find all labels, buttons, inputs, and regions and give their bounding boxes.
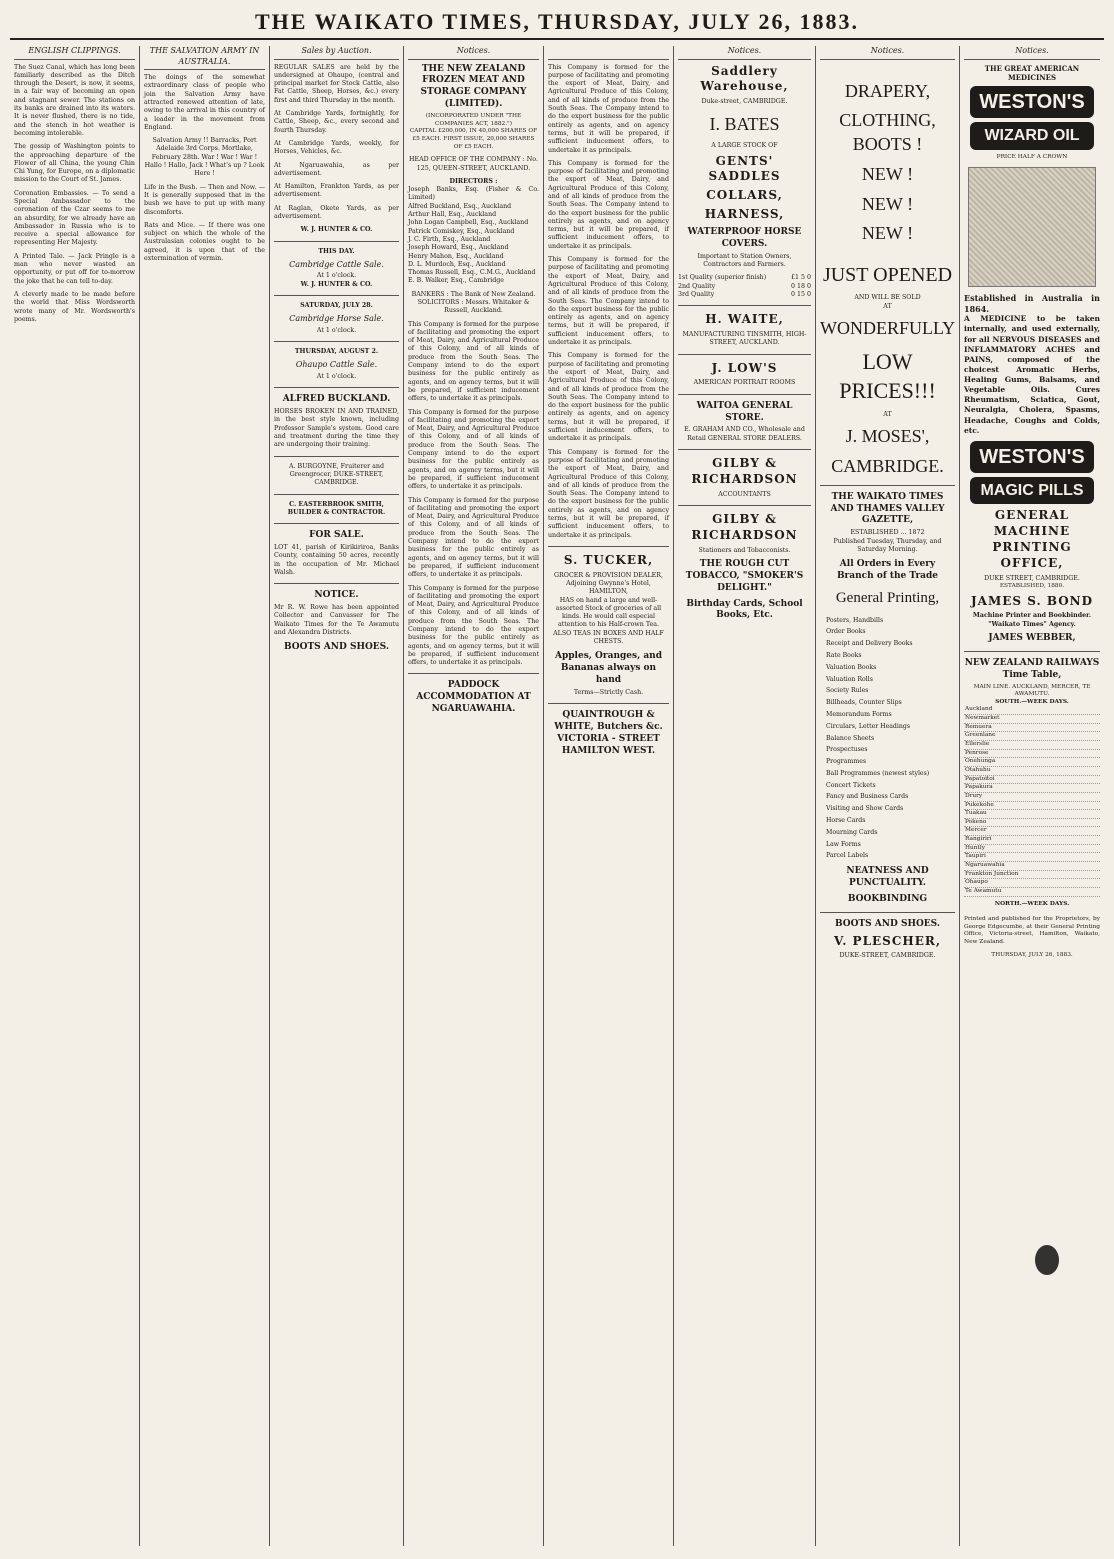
company-capital: CAPITAL £200,000, IN 40,000 SHARES OF £5 EACH. FIRST ISSUE, 20,000 SHARES OF £5 EACH.: [409, 128, 538, 150]
advert-heading: GILBY & RICHARDSON: [691, 511, 798, 542]
sale-time: At 1 o'clock.: [316, 272, 357, 280]
column-middle: [544, 46, 674, 1546]
sale-day: SATURDAY, JULY 28.: [300, 302, 373, 310]
advert-heading: J. LOW'S: [711, 360, 778, 375]
advert-headline: NEW !: [861, 193, 914, 214]
railway-line: MAIN LINE. AUCKLAND, MERCER, TE AWAMUTU.: [973, 683, 1091, 698]
article-paragraph: Life in the Bush. — Then and Now. — It is generally supposed that in the bush we have to put up with many discomforts.: [144, 183, 265, 216]
advert-headline: JUST OPENED: [822, 264, 953, 287]
advert-subheading: ESTABLISHED, 1880.: [999, 582, 1065, 589]
auction-place: At Raglan, Okete Yards, as per advertisement.: [274, 204, 399, 220]
sale-title: Ohaupo Cattle Sale.: [295, 360, 378, 370]
article-paragraph: The Suez Canal, which has long been familiarly described as the Ditch through the Desert, is now, it seems, in a fair way of becoming an open and stagnant sewer. The stations on its banks are drained into its waters. It is never flushed, there is no tide, and the stench in hot weather is becoming intolerable.: [14, 63, 135, 137]
column-weston: [960, 46, 1104, 1546]
company-incorporated: (INCORPORATED UNDER "THE COMPANIES ACT, 1882."): [425, 113, 522, 127]
advert-headline: DRAPERY,: [844, 80, 931, 101]
advert-heading: S. TUCKER,: [563, 552, 654, 567]
bottle-illustration: [968, 167, 1096, 287]
article-paragraph: Coronation Embassies. — To send a Special Ambassador to the coronation of the Czar seems to me an absurdity, for we already have an Ambassador in Russia who is to receive a special allowance for representing Her Majesty.: [14, 189, 135, 247]
solicitors: SOLICITORS : Messrs. Whitaker & Russell, Auckland.: [417, 299, 530, 315]
wizard-oil-logo: WIZARD OIL: [970, 122, 1094, 149]
auction-place: At Ngaruawahia, as per advertisement.: [274, 161, 399, 177]
article-paragraph: Rats and Mice. — If there was one subject on which the whole of the Australasian colonies ought to be agreed, it is upon that of the extermination of vermin.: [144, 221, 265, 263]
column-heading: Sales by Auction.: [274, 46, 399, 60]
advert-headline: CAMBRIDGE.: [831, 455, 944, 476]
printing-types: Posters, Handbills Order Books Receipt and Delivery Books Rate Books Valuation Books Valuation Rolls Society Rules Billheads, Counter Slips Memorandum Forms Circulars, Letter Headings Balance Sheets Prospectuses Programmes Ball Programmes (newest styles) Concert Tickets Fancy and Business Cards Visiting and Show Cards Horse Cards Mourning Cards Law Forms Parcel Labels: [826, 616, 930, 860]
advert-subheading: Important to Station Owners, Contractors and Farmers.: [697, 252, 792, 268]
timetable-south: Auckland Newmarket Remuera Greenlane Ellerslie Penrose Onehunga Otahuhu Papatoitoi Papakura Drury Pukekohe Tuakau Pokeno Mercer Rangiriri Huntly Taupiri Ngaruawahia Frankton Junction Ohaupo Te Awamutu: [964, 706, 1100, 896]
advert-heading: ALFRED BUCKLAND.: [282, 394, 391, 405]
column-auctions: [270, 46, 404, 1546]
advert-heading: COLLARS,: [706, 188, 783, 203]
advert-subheading: "Waikato Times" Agency.: [988, 620, 1076, 628]
prospectus-text: This Company is formed for the purpose of facilitating and promoting the export of Meat, Dairy, and Agricultural Produce of this Colony, and of all kinds of produce from the South Seas. The Company intend to do the export business for the public entirely as agents, and on agency terms, but it will be prepared, if sufficient inducement offers, to undertake it as principals.: [548, 448, 669, 539]
auctioneer-name: W. J. HUNTER & CO.: [300, 226, 373, 234]
advert-heading: Apples, Oranges, and Bananas always on hand: [554, 651, 663, 686]
column-heading: Notices.: [678, 46, 811, 60]
prospectus-text: This Company is formed for the purpose of facilitating and promoting the export of Meat, Dairy, and Agricultural Produce of this Colony, and of all kinds of produce from the South Seas. The Company intend to do the export business for the public entirely as agents, and on agency terms, but it will be prepared, if sufficient inducement offers, to undertake it as principals.: [408, 408, 539, 491]
director: D. L. Murdoch, Esq., Auckland: [408, 260, 506, 268]
article-paragraph: The doings of the somewhat extraordinary class of people who join the Salvation Army have attracted renewed attention of late, owing to the arrival in this country of a leader in the movement from England.: [144, 74, 265, 131]
advert-heading: GENERAL MACHINE PRINTING OFFICE,: [992, 508, 1072, 570]
advert-subheading: MANUFACTURING TINSMITH, HIGH-STREET, AUCKLAND.: [682, 330, 807, 347]
advert-heading: HARNESS,: [704, 207, 785, 222]
director: Thomas Russell, Esq., C.M.G., Auckland: [408, 269, 536, 277]
advert-heading: GILBY & RICHARDSON: [691, 455, 798, 486]
masthead: THE WAIKATO TIMES, THURSDAY, JULY 26, 1883.: [10, 6, 1104, 40]
advert-name: I. BATES: [709, 113, 780, 134]
column-english-clippings: [10, 46, 140, 1546]
advert-headline: WONDERFULLY: [820, 318, 956, 339]
article-paragraph: A cleverly made to be made before the world that Miss Wordsworth wrote many of Mr. Wordsworth's poems.: [14, 290, 135, 323]
column-saddlery: Notices. Saddlery Warehouse, Duke-street, CAMBRIDGE. I. BATES A LARGE STOCK OF GENTS' SADDLES COLLARS, HARNESS, WATERPROOF HORSE COVERS. Important to Station Owners, Contractors and Farmers. 1st Quality (superior finish) £1 5 0 2nd Quality 0 18 0 3rd Quality 0 15 0 H. WAITE, MANUFACTURING TINSMITH, HIGH-STREET, AUCKLAND. J. LOW'S AMERICAN PORTRAIT ROOMS WAITOA GENERAL STORE. E. GRAHAM AND CO., Wholesale and Retail GENERAL STORE DEALERS. GILBY & RICHARDSON ACCOUNTANTS GILBY & RICHARDSON Stationers and Tobacconists. THE ROUGH CUT TOBACCO, "SMOKER'S DELIGHT." Birthday Cards, School Books, Etc.: [674, 46, 816, 1546]
weston-logo: WESTON'S: [970, 441, 1094, 473]
prospectus-text: This Company is formed for the purpose of facilitating and promoting the export of Meat, Dairy, and Agricultural Produce of this Colony, and of all kinds of produce from the South Seas. The Company intend to do the export business for the public entirely as agents, and on agency terms, but it will be prepared, if sufficient inducement offers, to undertake it as principals.: [548, 159, 669, 250]
advert-heading: JAMES S. BOND: [970, 593, 1094, 608]
column-heading: Notices.: [820, 46, 955, 60]
prospectus-text: This Company is formed for the purpose of facilitating and promoting the export of Meat, Dairy, and Agricultural Produce of this Colony, and of all kinds of produce from the South Seas. The Company intend to do the export business for the public entirely as agents, and on agency terms, but it will be prepared, if sufficient inducement offers, to undertake it as principals.: [408, 584, 539, 667]
advert-heading: H. WAITE,: [705, 312, 784, 327]
advert-headline: General Printing,: [835, 589, 940, 606]
prospectus-text: This Company is formed for the purpose of facilitating and promoting the export of Meat, Dairy, and Agricultural Produce of this Colony, and of all kinds of produce from the South Seas. The Company intend to do the export business for the public entirely as agents, and on agency terms, but it will be prepared, if sufficient inducement offers, to undertake it as principals.: [548, 63, 669, 154]
advert-headline: NEW !: [861, 223, 914, 244]
railway-heading: NEW ZEALAND RAILWAYS Time Table,: [964, 657, 1100, 680]
director: Henry Mahon, Esq., Auckland: [408, 252, 504, 260]
advert-text: Published Tuesday, Thursday, and Saturday Morning.: [833, 537, 942, 553]
column-heading: THE SALVATION ARMY IN AUSTRALIA.: [144, 46, 265, 70]
advert-subheading: Stationers and Tobacconists.: [698, 546, 791, 554]
ink-blot: [1035, 1245, 1059, 1275]
sale-title: Cambridge Cattle Sale.: [289, 259, 384, 269]
advert-headline: CLOTHING, BOOTS !: [839, 110, 936, 155]
advert-headline: J. MOSES',: [845, 426, 930, 447]
column-heading: ENGLISH CLIPPINGS.: [14, 46, 135, 60]
prospectus-text: This Company is formed for the purpose of facilitating and promoting the export of Meat, Dairy, and Agricultural Produce of this Colony, and of all kinds of produce from the South Seas. The Company intend to do the export business for the public entirely as agents, and on agency terms, but it will be prepared, if sufficient inducement offers, to undertake it as principals.: [408, 320, 539, 403]
advert-text: A LARGE STOCK OF: [711, 142, 778, 150]
advert-subheading: AMERICAN PORTRAIT ROOMS: [693, 379, 796, 387]
advert-heading: NEATNESS AND PUNCTUALITY.: [846, 866, 929, 888]
advert-heading: BOOTS AND SHOES.: [284, 642, 389, 653]
advert-heading: QUAINTROUGH & WHITE, Butchers &c. VICTORIA - STREET HAMILTON WEST.: [554, 710, 663, 756]
advert-text: A. BURGOYNE, Fruiterer and Greengrocer, DUKE-STREET, CAMBRIDGE.: [289, 462, 384, 487]
advert-heading: BOOKBINDING: [847, 893, 928, 904]
director: Arthur Hall, Esq., Auckland: [408, 211, 497, 219]
newspaper-page: [10, 6, 1104, 1551]
advert-text: AT: [883, 302, 892, 310]
railway-direction: SOUTH.—WEEK DAYS.: [995, 698, 1069, 705]
column-heading: Notices.: [408, 46, 539, 60]
advert-heading: All Orders in Every Branch of the Trade: [836, 559, 939, 582]
auction-place: At Cambridge Yards, fortnightly, for Cattle, Sheep, &c., every second and fourth Thursday.: [274, 110, 399, 134]
advert-text: C. EASTERBROOK SMITH, BUILDER & CONTRACTOR.: [287, 500, 386, 516]
auction-intro: REGULAR SALES are held by the undersigned at Ohaupo, (central and principal market for Stock Cattle, also Fat Cattle, Sheep, Horses, &c.) every first and third Thursday in the month.: [274, 63, 399, 104]
advert-text: LOT 41, parish of Kirikiriroa, Banks County, containing 50 acres, recently in the occupation of Mr. Michael Walsh.: [274, 544, 399, 576]
railway-direction: NORTH.—WEEK DAYS.: [994, 900, 1070, 907]
advert-heading: WAITOA GENERAL STORE.: [696, 400, 793, 423]
imprint-date: THURSDAY, JULY 26, 1883.: [991, 951, 1073, 958]
advert-subheading: Duke-street, CAMBRIDGE.: [701, 98, 788, 106]
advert-heading: WATERPROOF HORSE COVERS.: [687, 226, 802, 249]
advert-subheading: Machine Printer and Bookbinder.: [972, 612, 1092, 620]
advert-text: Terms—Strictly Cash.: [573, 689, 644, 696]
director: E. B. Walker, Esq., Cambridge: [408, 277, 505, 285]
advert-heading: PADDOCK ACCOMMODATION AT NGARUAWAHIA.: [416, 680, 531, 715]
company-title: THE NEW ZEALAND FROZEN MEAT AND STORAGE COMPANY (LIMITED).: [420, 63, 527, 110]
advert-text: HAS on hand a large and well-assorted Stock of groceries of all kinds. He would call especial attention to his Half-crown Tea. ALSO TEAS IN BOXES AND HALF CHESTS.: [553, 596, 664, 646]
auction-place: At Cambridge Yards, weekly, for Horses, Vehicles, &c.: [274, 139, 399, 156]
advert-subheading: E. GRAHAM AND CO., Wholesale and Retail GENERAL STORE DEALERS.: [684, 426, 805, 442]
magic-pills-logo: MAGIC PILLS: [970, 477, 1094, 504]
article-paragraph: A Printed Tale. — Jack Pringle is a man who never wasted an opportunity, or put off for to-morrow the joke that he can tell to-day.: [14, 252, 135, 285]
article-paragraph: The gossip of Washington points to the approaching departure of the Flower of all China, the young Chin Chi Yung, for Europe, on a diplomatic mission to the Court of St. James.: [14, 143, 135, 184]
imprint: Printed and published for the Proprietors, by George Edgecumbe, at their General Printing Office, Victoria-street, Hamilton, Waikato, New Zealand.: [964, 916, 1100, 946]
advert-text: ESTABLISHED ... 1872: [850, 529, 925, 537]
auctioneer-name: W. J. HUNTER & CO.: [300, 280, 373, 288]
advert-heading: BOOTS AND SHOES.: [835, 918, 940, 929]
directors-heading: DIRECTORS :: [449, 177, 498, 185]
prospectus-text: This Company is formed for the purpose of facilitating and promoting the export of Meat, Dairy, and Agricultural Produce of this Colony, and of all kinds of produce from the South Seas. The Company intend to do the export business for the public entirely as agents, and on agency terms, but it will be prepared, if sufficient inducement offers, to undertake it as principals.: [548, 352, 669, 443]
advert-text: AND WILL BE SOLD: [854, 294, 921, 302]
advert-text: A MEDICINE to be taken internally, and used externally, for all NERVOUS DISEASES and INFLAMMATORY ACHES and PAINS, composed of the choicest Aromatic Herbs, Healing Gums, Balsams, and Vegetable Oils. Cures Rheumatism, Sciatica, Gout, Neuralgia, Cholera, Spasms, Headache, Coughs and Colds, etc.: [964, 314, 1100, 435]
sale-title: Cambridge Horse Sale.: [289, 314, 384, 324]
column-heading: Notices.: [964, 46, 1100, 60]
advert-heading: V. PLESCHER,: [833, 933, 942, 948]
sale-time: At 1 o'clock.: [316, 326, 357, 334]
advert-heading: Established in Australia in 1864.: [964, 293, 1100, 314]
director: Joseph Howard, Esq., Auckland: [408, 244, 509, 252]
advert-price: PRICE HALF A CROWN: [996, 153, 1068, 160]
advert-heading: Saddlery Warehouse,: [700, 63, 789, 94]
advert-banner: THE GREAT AMERICAN MEDICINES: [984, 63, 1080, 82]
advert-text: Mr R. W. Rowe has been appointed Collector and Canvasser for The Waikato Times for the Te Awamutu and Alexandra Districts.: [274, 604, 399, 636]
article-paragraph: Salvation Army !! Barracks, Port Adelaide 3rd Corps. Mortlake, February 28th. War ! War ! War ! Hallo ! Hallo, Jack ! What's up ? Look Here !: [144, 137, 265, 178]
director: Joseph Banks, Esq. (Fisher & Co. Limited): [408, 186, 539, 202]
advert-heading: THE WAIKATO TIMES AND THAMES VALLEY GAZETTE,: [830, 491, 945, 526]
advert-heading: GENTS' SADDLES: [708, 153, 781, 184]
columns: [10, 46, 1104, 1546]
advert-heading: JAMES WEBBER,: [988, 632, 1076, 643]
prospectus-text: This Company is formed for the purpose of facilitating and promoting the export of Meat, Dairy, and Agricultural Produce of this Colony, and of all kinds of produce from the South Seas. The Company intend to do the export business for the public entirely as agents, and on agency terms, but it will be prepared, if sufficient inducement offers, to undertake it as principals.: [408, 496, 539, 579]
sale-time: At 1 o'clock.: [316, 373, 357, 381]
sale-day: THIS DAY.: [318, 247, 355, 255]
advert-heading: FOR SALE.: [309, 530, 364, 541]
advert-heading: NOTICE.: [314, 590, 359, 601]
director: Patrick Comiskey, Esq., Auckland: [408, 227, 515, 235]
director: J. C. Firth, Esq., Auckland: [408, 235, 491, 243]
column-drapery: [816, 46, 960, 1546]
bankers: BANKERS : The Bank of New Zealand.: [411, 290, 536, 298]
director: Alfred Buckland, Esq., Auckland: [408, 202, 512, 210]
advert-headline: NEW !: [861, 163, 914, 184]
prospectus-text: This Company is formed for the purpose of facilitating and promoting the export of Meat, Dairy, and Agricultural Produce of this Colony, and of all kinds of produce from the South Seas. The Company intend to do the export business for the public entirely as agents, and on agency terms, but it will be prepared, if sufficient inducement offers, to undertake it as principals.: [548, 256, 669, 347]
advert-subheading: DUKE-STREET, CAMBRIDGE.: [839, 952, 936, 960]
advert-heading: Birthday Cards, School Books, Etc.: [686, 598, 803, 621]
company-office: HEAD OFFICE OF THE COMPANY : No. 125, QUEEN-STREET, AUCKLAND.: [409, 156, 538, 172]
advert-headline: LOW PRICES!!!: [839, 348, 936, 403]
auction-place: At Hamilton, Frankton Yards, as per advertisement.: [274, 183, 399, 199]
advert-subheading: ACCOUNTANTS: [718, 490, 771, 498]
weston-logo: WESTON'S: [970, 86, 1094, 118]
advert-text: HORSES BROKEN IN AND TRAINED, in the best style known, including Professor Sample's system. Good care and treatment during the time they are undergoing their training.: [274, 408, 399, 449]
advert-subheading: DUKE STREET, CAMBRIDGE.: [984, 574, 1080, 582]
sale-day: THURSDAY, AUGUST 2.: [294, 348, 379, 356]
advert-text: AT: [883, 410, 892, 418]
column-salvation-army: [140, 46, 270, 1546]
director: John Logan Campbell, Esq., Auckland: [408, 219, 529, 227]
column-frozen-meat: [404, 46, 544, 1546]
advert-heading: THE ROUGH CUT TOBACCO, "SMOKER'S DELIGHT.": [685, 558, 804, 593]
advert-subheading: GROCER & PROVISION DEALER, Adjoining Gwynne's Hotel, HAMILTON,: [554, 571, 663, 596]
